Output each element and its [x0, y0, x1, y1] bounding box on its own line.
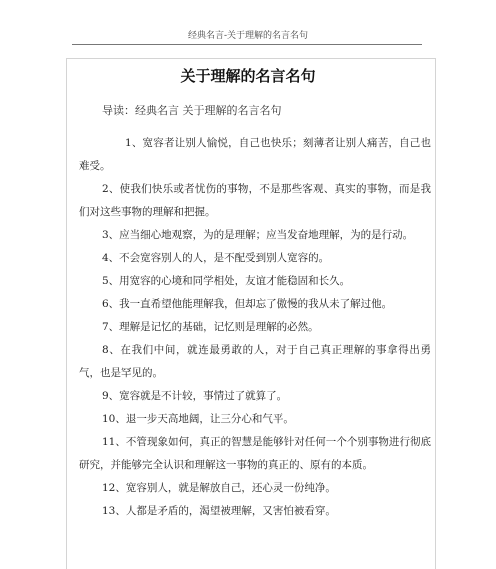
document-title: 关于理解的名言名句: [180, 67, 316, 85]
quote-paragraph-9: 9、宽容就是不计较，事情过了就算了。: [102, 390, 288, 402]
document-body: [79, 132, 431, 523]
quote-paragraph-3: 3、应当细心地观察，为的是理解；应当发奋地理解，为的是行动。: [102, 229, 414, 241]
quote-paragraph-13: 13、人都是矛盾的，渴望被理解，又害怕被看穿。: [102, 505, 336, 517]
quote-paragraph-4: 4、不会宽容别人的人，是不配受到别人宽容的。: [102, 252, 330, 264]
quote-paragraph-11: 11、不管现象如何，真正的智慧是能够针对任何一个个别事物进行彻底研究，并能够完全认识和理解这一事物的真正的、原有的本质。: [79, 436, 431, 471]
quote-paragraph-12: 12、宽容别人，就是解放自己，还心灵一份纯净。: [102, 482, 336, 494]
quote-paragraph-2: 2、使我们快乐或者忧伤的事物，不是那些客观、真实的事物，而是我们对这些事物的理解和把握。: [79, 183, 431, 218]
page-header: [0, 0, 496, 44]
header-divider: [72, 44, 422, 45]
quote-paragraph-8: 8、在我们中间，就连最勇敢的人，对于自己真正理解的事拿得出勇气，也是罕见的。: [79, 344, 431, 379]
quote-paragraph-6: 6、我一直希望他能理解我，但却忘了傲慢的我从未了解过他。: [102, 298, 393, 310]
quote-paragraph-10: 10、退一步天高地阔，让三分心和气平。: [102, 413, 294, 425]
quote-paragraph-5: 5、用宽容的心境和同学相处，友谊才能稳固和长久。: [102, 275, 351, 287]
quote-paragraph-1: 1、宽容者让别人愉悦，自己也快乐；刻薄者让别人痛苦，自己也难受。: [79, 137, 431, 172]
quote-paragraph-7: 7、理解是记忆的基础，记忆则是理解的必然。: [102, 321, 319, 333]
header-text: 经典名言-关于理解的名言名句: [187, 31, 309, 41]
intro-text: 导读：经典名言 关于理解的名言名句: [102, 104, 282, 117]
